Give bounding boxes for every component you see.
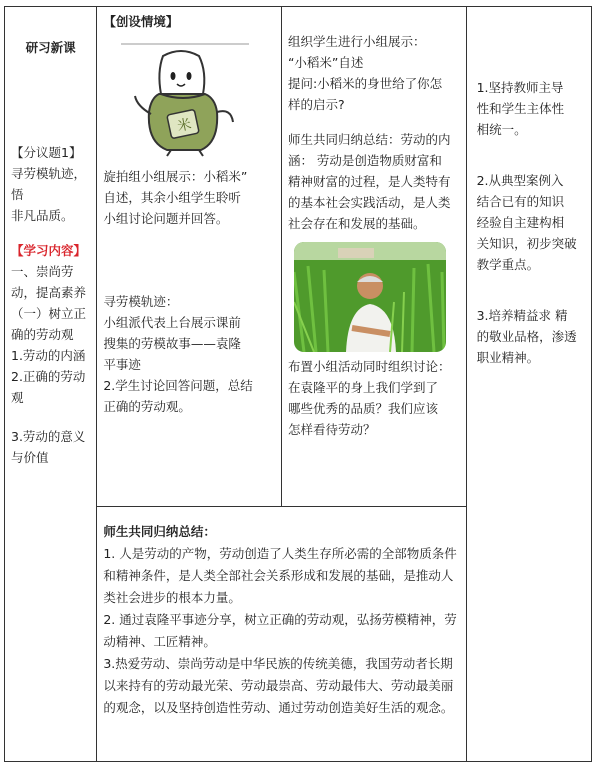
- teacher-text: 涵： 劳动是创造物质财富和: [287, 153, 442, 168]
- content-line: 一、崇尚劳: [11, 264, 74, 279]
- content-line: （一）树立正: [11, 306, 87, 321]
- teacher-text: 布置小组活动同时组织讨论：: [287, 359, 451, 374]
- activity-text: 2.学生讨论回答问题，总结: [103, 378, 253, 393]
- intent-text: 性和学生主体性: [476, 101, 565, 116]
- scenario-heading: 【创设情境】: [103, 14, 179, 29]
- content-line: 与价值: [11, 450, 49, 465]
- summary-cell: [97, 507, 466, 762]
- content-line: 确的劳动观: [11, 327, 74, 342]
- content-block: [11, 261, 90, 468]
- topic-line: 非凡品质。: [11, 208, 74, 223]
- content-heading: 【学习内容】: [11, 243, 87, 258]
- summary-paragraph: 1. 人是劳动的产物，劳动创造了人类生存所必需的全部物质条件和精神条件，是人类全部社会关系形成和发展的基础，是推动人类社会进步的根本力量。: [103, 546, 457, 605]
- topic-line: 【分议题1】: [11, 145, 82, 160]
- svg-text:米: 米: [176, 116, 194, 136]
- activity-text: 小组派代表上台展示课前: [103, 315, 241, 330]
- summary-paragraph: 3.热爱劳动、崇尚劳动是中华民族的传统美德，我国劳动者长期以来持有的劳动最光荣、劳动最崇高、劳动最伟大、劳动最美丽的观念，以及坚持创造性劳动、通过劳动创造美好生活的观念。: [103, 656, 454, 715]
- teacher-text: 怎样看待劳动？: [287, 422, 376, 437]
- design-intent-column: [466, 7, 591, 762]
- lesson-plan-page: [4, 6, 592, 762]
- teacher-text: 在袁隆平的身上我们学到了: [287, 380, 438, 395]
- student-activity-column: [97, 7, 282, 507]
- content-line: 观: [11, 390, 24, 405]
- content-line: 1.劳动的内涵: [11, 348, 86, 363]
- topic-line: 悟: [11, 187, 24, 202]
- activity-text: 搜集的劳模故事——袁隆: [103, 336, 241, 351]
- teacher-text: 哪些优秀的品质？我们应该: [287, 401, 438, 416]
- activity-text: 寻劳模轨迹：: [103, 294, 179, 309]
- intent-text: 2.从典型案例入: [476, 173, 564, 188]
- topic-block: [11, 142, 90, 226]
- yuan-longping-photo: [294, 242, 446, 352]
- content-line: 2.正确的劳动: [11, 369, 86, 384]
- teacher-text: 师生共同归纳总结：劳动的内: [287, 132, 451, 147]
- teacher-text: 组织学生进行小组展示：: [287, 34, 426, 49]
- activity-text: 正确的劳动观。: [103, 399, 191, 414]
- teacher-text: 样的启示?: [287, 97, 345, 112]
- teacher-text: 提问:小稻米的身世给了你怎: [287, 76, 443, 91]
- stage-column: [5, 7, 97, 762]
- intent-text: 的敬业品格，渗透: [476, 329, 577, 344]
- summary-heading: 师生共同归纳总结：: [103, 524, 216, 539]
- intent-text: 相统一。: [476, 122, 527, 137]
- intent-text: 结合已有的知识: [476, 194, 565, 209]
- teacher-text: 社会存在和发展的基础。: [287, 216, 426, 231]
- teacher-text: 精神财富的过程，是人类特有: [287, 174, 451, 189]
- summary-paragraph: 2. 通过袁隆平事迹分享，树立正确的劳动观，弘扬劳模精神，劳动精神、工匠精神。: [103, 612, 457, 649]
- topic-line: 寻劳模轨迹，: [11, 166, 87, 181]
- teacher-text: “小稻米”自述: [287, 55, 364, 70]
- lesson-plan-table: [4, 6, 592, 762]
- scenario-text: 小组讨论问题并回答。: [103, 211, 229, 226]
- stage-heading: 研习新课: [25, 40, 76, 55]
- intent-text: 经验自主建构相: [476, 215, 565, 230]
- rice-mascot-image: [121, 42, 249, 158]
- activity-text: 平事迹: [103, 357, 141, 372]
- intent-text: 教学重点。: [476, 257, 540, 272]
- intent-text: 3.培养精益求 精: [476, 308, 568, 323]
- scenario-text: 旋拍组小组展示：小稻米”: [103, 169, 248, 184]
- scenario-text: 自述，其余小组学生聆听: [103, 190, 241, 205]
- teacher-text: 的基本社会实践活动，是人类: [287, 195, 451, 210]
- intent-text: 关知识，初步突破: [476, 236, 577, 251]
- teacher-activity-column: [281, 7, 466, 507]
- intent-text: 职业精神。: [476, 350, 540, 365]
- content-line: 动，提高素养: [11, 285, 87, 300]
- intent-text: 1.坚持教师主导: [476, 80, 564, 95]
- content-line: 3.劳动的意义: [11, 429, 86, 444]
